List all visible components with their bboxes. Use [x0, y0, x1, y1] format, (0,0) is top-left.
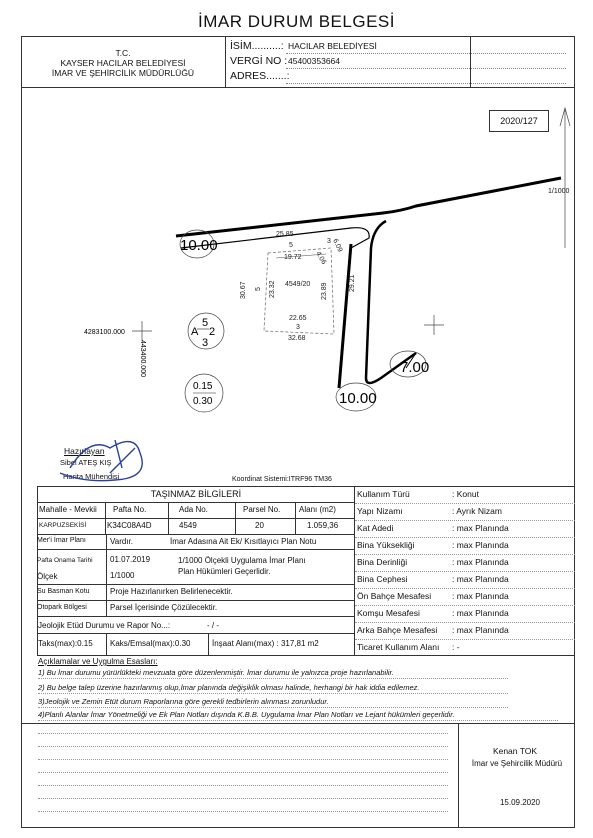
issuer-line1: T.C. [115, 48, 131, 58]
applicant-block [226, 36, 575, 88]
rule-label: Kat Adedi [357, 523, 394, 533]
rule-label: Arka Bahçe Mesafesi [357, 625, 438, 635]
kaks-value: 0.30 [174, 639, 191, 648]
applicant-tax-row [230, 55, 341, 67]
note-2: 2) Bu belge talep üzerine hazırlanmış olup,İmar planında değişiklik olması halinde, herhangi bir hak iddia edilemez. [38, 683, 420, 692]
area-row [212, 639, 319, 648]
header-ada: Ada No. [179, 505, 208, 514]
flood-label: Su Basman Kotu [37, 588, 90, 595]
signer-name: Kenan TOK [492, 746, 538, 756]
scale-value: 1/1000 [110, 571, 135, 580]
value-pafta: K34C08A4D [107, 521, 152, 530]
kaks-label: Kaks/Emsal(max): [110, 639, 175, 648]
signature-date: 15.09.2020 [499, 798, 541, 807]
dim-label: 25.85 [276, 231, 294, 238]
geo-value: - / - [207, 621, 219, 630]
dim-label: 5 [255, 287, 262, 291]
dim-label: 3 [296, 324, 300, 331]
value-alan: 1.059,36 [307, 521, 339, 530]
dim-label: 4.06 [314, 250, 328, 266]
current-plan-value: Vardır. [110, 537, 133, 546]
dim-label: 5 [289, 242, 293, 249]
restriction-text-2: Plan Hükümleri Geçerlidir. [178, 567, 271, 576]
parking-value: Parsel İçerisinde Çözülecektir. [110, 603, 218, 612]
rule-value: : max Planında [452, 625, 509, 635]
road-width-2: 10.00 [339, 390, 377, 407]
dim-label: 23.89 [321, 282, 328, 300]
rule-value: : Ayrık Nizam [452, 506, 502, 516]
kaks-row [110, 639, 190, 648]
taks-value: 0.15 [77, 639, 93, 648]
rule-label: Bina Yüksekliği [357, 540, 415, 550]
note-4: 4)Planlı Alanlar İmar Yönetmeliği ve Ek Plan Notları dışında K.B.B. Uygulama İmar Plan Notları ve Lejant hükümleri geçerlidir. [38, 710, 455, 719]
value-ada: 4549 [179, 521, 197, 530]
note-3: 3)Jeolojik ve Zemin Etüt durum Raporlarına göre gerekli tedbirlerin alınması zorunludur. [38, 697, 329, 706]
taks-label: Taks(max): [38, 639, 78, 648]
rule-value: : max Planında [452, 540, 509, 550]
signer-title: İmar ve Şehircilik Müdürü [471, 759, 563, 768]
zone-right: 2 [209, 326, 216, 338]
rule-value: : max Planında [452, 574, 509, 584]
rule-value: : max Planında [452, 557, 509, 567]
road-width-3: 7.00 [400, 359, 430, 376]
document-title: İMAR DURUM BELGESİ [198, 12, 395, 31]
property-header-row [37, 502, 355, 518]
value-mahalle: KARPUZSEKİSİ [39, 522, 87, 529]
note-1: 1) Bu İmar durumu yürürlükteki mevzuata göre düzenlenmiştir. İmar durumu ile yalnızca proje hazırlanabilir. [38, 668, 394, 677]
rule-value: : - [452, 642, 460, 652]
map-scale: 1/1000 [548, 188, 570, 195]
coordinate-y: 4283100.000 [84, 329, 125, 336]
dim-label: 22.65 [289, 315, 307, 322]
applicant-name-value: HACILAR BELEDİYESİ [288, 41, 377, 51]
rule-label: Ön Bahçe Mesafesi [357, 591, 432, 601]
coordinate-x: 443400.000 [139, 340, 146, 377]
dim-label: 30.67 [240, 281, 247, 299]
applicant-tax-value: 45400353664 [288, 56, 341, 66]
scale-label: Ölçek [37, 572, 58, 581]
area-value: 317,81 m2 [280, 639, 319, 648]
prepared-name: Sibel ATEŞ KIŞ [60, 458, 112, 467]
approval-value: 01.07.2019 [110, 555, 151, 564]
issuer-line3: İMAR VE ŞEHİRCİLİK MÜDÜRLÜĞÜ [51, 68, 195, 78]
applicant-address-label: ADRES.......: [230, 70, 290, 82]
applicant-name-row [230, 40, 377, 52]
rule-label: Bina Derinliği [357, 557, 408, 567]
issuer-block [21, 36, 226, 88]
dim-label: 4549/20 [285, 281, 311, 288]
issuer-line2: KAYSER HACILAR BELEDİYESİ [60, 58, 186, 68]
rule-value: : max Planında [452, 608, 509, 618]
dim-label: 19.72 [284, 254, 302, 261]
coordinate-system: Koordinat Sistemi:ITRF96 TM36 [232, 476, 332, 483]
prepared-label: Hazırlayan [64, 446, 105, 456]
header-parsel: Parsel No. [243, 505, 281, 514]
restriction-label: İmar Adasına Ait Ek/ Kısıtlayıcı Plan Notu [170, 537, 317, 546]
header-alan: Alanı (m2) [299, 505, 336, 514]
rule-value: : max Planında [452, 523, 509, 533]
header-pafta: Pafta No. [113, 505, 147, 514]
notes-heading: Açıklamalar ve Uygulma Esasları: [38, 657, 158, 666]
property-value-row [37, 518, 355, 534]
rule-label: Yapı Nizamı [357, 506, 403, 516]
signature-scribble [40, 428, 170, 488]
dim-label: 3 [327, 238, 331, 245]
applicant-tax-label: VERGİ NO : [230, 55, 288, 67]
dim-label: 23.32 [269, 280, 276, 298]
north-arrow-icon [560, 108, 570, 248]
rule-label: Ticaret Kullanım Alanı [357, 642, 440, 652]
prepared-title: Harita Mühendisi [63, 472, 120, 481]
value-parsel: 20 [255, 521, 264, 530]
rule-value: : Konut [452, 489, 479, 499]
taks-row [38, 639, 93, 648]
zone-bottom: 3 [202, 337, 209, 349]
flood-value: Proje Hazırlanırken Belirlenecektir. [110, 587, 233, 596]
dim-label: 6.09 [331, 237, 344, 254]
rule-label: Bina Cephesi [357, 574, 408, 584]
rule-label: Kullanım Türü [357, 489, 410, 499]
geo-label: Jeolojik Etüd Durumu ve Rapor No...: [38, 621, 171, 630]
dim-label: 32.68 [288, 335, 306, 342]
property-heading: TAŞINMAZ BİLGİLERİ [150, 489, 242, 499]
applicant-address-row [230, 70, 288, 82]
permit-number: 2020/127 [489, 110, 549, 132]
area-label: İnşaat Alanı(max) : [212, 639, 279, 648]
approval-label: Pafta Onama Tarihi [37, 557, 93, 564]
road-width-1: 10.00 [180, 237, 218, 254]
map-kaks: 0.30 [193, 396, 213, 407]
zone-top: 5 [202, 317, 209, 329]
map-taks: 0.15 [193, 381, 213, 392]
applicant-name-label: İSİM..........: [230, 40, 284, 52]
header-mahalle: Mahalle - Mevkii [39, 505, 97, 514]
parking-label: Otopark Bölgesi [37, 604, 87, 611]
rule-value: : max Planında [452, 591, 509, 601]
dim-label: 29.21 [349, 274, 356, 292]
rule-label: Komşu Mesafesi [357, 608, 420, 618]
zone-left: A [191, 326, 199, 338]
current-plan-label: Mer'i İmar Planı [37, 537, 86, 544]
restriction-text-1: 1/1000 Ölçekli Uygulama İmar Planı [178, 556, 306, 565]
